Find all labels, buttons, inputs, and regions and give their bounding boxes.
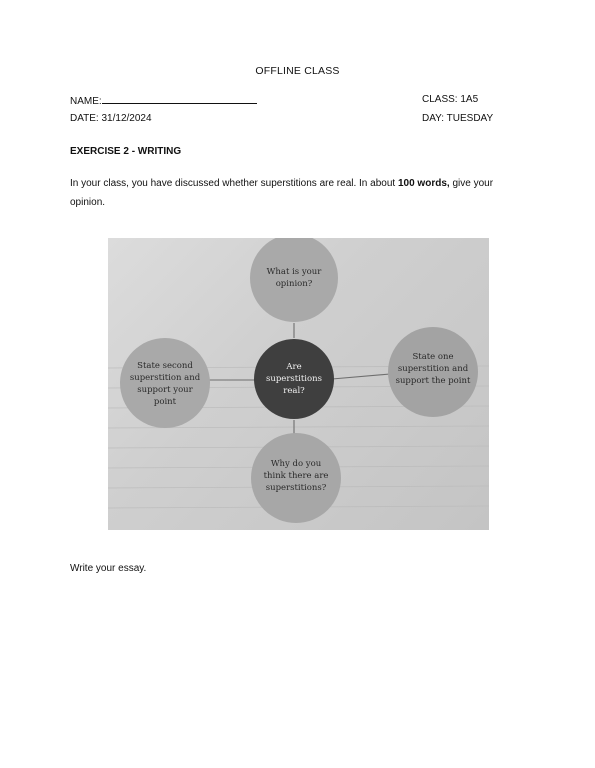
header-row-1: [70, 94, 500, 107]
bubble-right-line: State one: [412, 352, 454, 362]
bubble-right-line: superstition and: [397, 364, 469, 374]
bubble-right-text: [383, 351, 483, 387]
instruction-text-end: give your opinion.: [70, 178, 494, 208]
bubble-center-line: real?: [283, 386, 305, 396]
bubble-left-line: superstition and: [129, 373, 201, 383]
bubble-center-line: superstitions: [266, 374, 322, 384]
page-title: OFFLINE CLASS: [255, 65, 340, 77]
header-row-2: [70, 113, 500, 124]
bubble-bottom-line: Why do you: [270, 459, 322, 469]
bubble-left-line: point: [153, 397, 177, 407]
bubble-top-line: opinion?: [275, 279, 313, 289]
instruction-text-start: In your class, you have discussed whether superstitions are real. In about: [70, 178, 398, 189]
bubble-bottom-line: think there are: [263, 471, 329, 481]
date-label: DATE: 31/12/2024: [70, 113, 152, 124]
bubble-center-line: Are: [286, 362, 302, 372]
bubble-right-line: support the point: [395, 376, 471, 386]
bubble-center-text: [249, 361, 339, 397]
bubble-left-line: State second: [137, 361, 193, 371]
exercise-heading: EXERCISE 2 - WRITING: [70, 146, 182, 157]
bubble-left-line: support your: [137, 385, 193, 395]
connector-right: [332, 374, 390, 379]
bubble-top-line: What is your: [266, 267, 322, 277]
instruction-word-count: 100 words,: [397, 178, 450, 189]
bubble-bottom-text: [248, 458, 344, 494]
exercise-instructions: [70, 174, 530, 212]
bubble-bottom-line: superstitions?: [265, 483, 327, 493]
write-essay-prompt: Write your essay.: [70, 563, 147, 574]
mindmap-photo: [108, 238, 489, 530]
class-label: CLASS: 1A5: [422, 94, 479, 105]
name-blank-line[interactable]: [102, 94, 257, 104]
bubble-left-text: [113, 360, 217, 408]
day-label: DAY: TUESDAY: [422, 113, 494, 124]
name-field: [70, 94, 257, 107]
bubble-top-text: [244, 266, 344, 290]
name-label: NAME:: [70, 96, 102, 107]
